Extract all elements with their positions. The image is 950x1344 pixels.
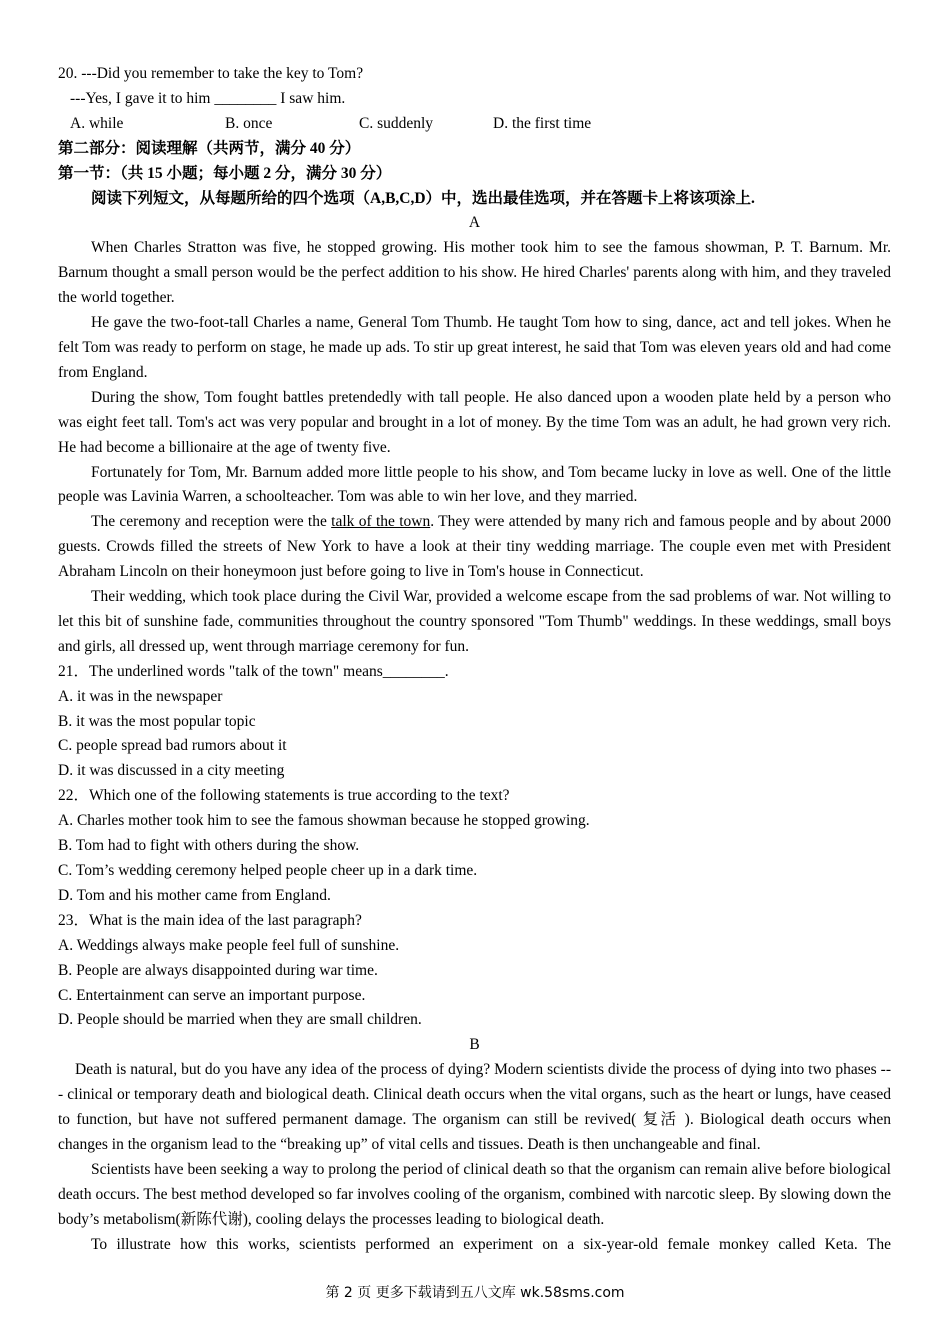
p5-after: . They were attended by many rich and famous people and by about 2000 guests. Crowds filled the streets of New York to have a look at their tiny wedding marriage. The couple even met with President Abraham Lincoln on their honeymoon just before going to live in Tom's house in Connecticut. (58, 513, 891, 581)
q21-option-d: D. it was discussed in a city meeting (58, 762, 285, 780)
q22-option-a: A. Charles mother took him to see the famous showman because he stopped growing. (58, 812, 590, 830)
q20-stem: 20. ---Did you remember to take the key to Tom? (58, 65, 364, 82)
option-b: B. once (225, 114, 273, 132)
p5-before: The ceremony and reception were the (91, 513, 332, 531)
q22-option-d: D. Tom and his mother came from England. (58, 886, 331, 904)
q21-option-c: C. people spread bad rumors about it (58, 737, 287, 755)
page-footer: 第 2 页 更多下载请到五八文库 wk.58sms.com (325, 1285, 625, 1301)
q22-option-c: C. Tom’s wedding ceremony helped people cheer up in a dark time. (58, 862, 478, 879)
q23-stem: 23．What is the main idea of the last paragraph? (58, 911, 362, 929)
part2-heading: 第二部分：阅读理解（共两节，满分 40 分） (58, 139, 361, 157)
option-a: A. while (70, 114, 124, 132)
passage-b-paragraph: Scientists have been seeking a way to prolong the period of clinical death so that the organism can remain alive before biological death occurs. The best method developed so far involves cooling of the organism, combined with narcotic sleep. By slowing down the body’s metabolism(新陈代谢), cooling delays the processes leading to biological death. (58, 1160, 891, 1228)
passage-b-paragraph: Death is natural, but do you have any idea of the process of dying? Modern scientists divide the process of dying into two phases --- clinical or temporary death and biological death. Clinical death occurs when the vital organs, such as the heart or lungs, have ceased to function, but have not suffered permanent damage. The organism can still be revived( 复活 ). Biological death occurs when changes in the organism lead to the “breaking up” of vital cells and tissues. Death is then unchangeable and final. (58, 1061, 891, 1153)
q21-option-b: B. it was the most popular topic (58, 712, 256, 730)
underlined-phrase: talk of the town (331, 513, 431, 531)
q23-option-a: A. Weddings always make people feel full of sunshine. (58, 936, 400, 954)
instruction: 阅读下列短文，从每题所给的四个选项（A,B,C,D）中，选出最佳选项，并在答题卡上将该项涂上. (91, 189, 755, 207)
q22-stem: 22．Which one of the following statements is true according to the text? (58, 787, 510, 805)
exam-page (58, 62, 891, 1258)
passage-b-label: B (469, 1036, 480, 1054)
q20-options (58, 112, 891, 137)
passage-b-paragraph: To illustrate how this works, scientists performed an experiment on a six-year-old female monkey called Keta. The (91, 1235, 891, 1253)
passage-a-paragraph: During the show, Tom fought battles pretendedly with tall people. He also danced upon a wooden plate held by a person who was eight feet tall. Tom's act was very popular and brought in a lot of money. By the time Tom was an adult, he had grown very rich. He had become a billionaire at the age of twenty five. (58, 388, 891, 456)
q21-option-a: A. it was in the newspaper (58, 687, 223, 705)
q23-option-c: C. Entertainment can serve an important purpose. (58, 986, 366, 1004)
passage-a-paragraph: He gave the two-foot-tall Charles a name, General Tom Thumb. He taught Tom how to sing, dance, act and tell jokes. When he felt Tom was ready to perform on stage, he made up ads. To stir up great interest, he said that Tom was eleven years old and had come from England. (58, 314, 891, 381)
passage-a-paragraph (58, 510, 891, 585)
option-c: C. suddenly (359, 114, 434, 132)
q22-option-b: B. Tom had to fight with others during the show. (58, 837, 360, 855)
q23-option-d: D. People should be married when they are small children. (58, 1011, 422, 1029)
passage-a-paragraph: Fortunately for Tom, Mr. Barnum added more little people to his show, and Tom became lucky in love as well. One of the little people was Lavinia Warren, a schoolteacher. Tom was able to win her love, and they married. (58, 463, 891, 506)
section1-heading: 第一节：（共 15 小题；每小题 2 分，满分 30 分） (58, 164, 392, 182)
passage-a-label: A (468, 214, 481, 232)
q20-reply: ---Yes, I gave it to him ________ I saw him. (70, 89, 346, 107)
q21-stem: 21．The underlined words "talk of the town" means________. (58, 662, 449, 680)
q23-option-b: B. People are always disappointed during war time. (58, 961, 378, 979)
option-d: D. the first time (493, 114, 592, 132)
passage-a-paragraph: Their wedding, which took place during the Civil War, provided a welcome escape from the sad problems of war. Not willing to let this bit of sunshine fade, communities throughout the country sponsored "Tom Thumb" weddings. In these weddings, small boys and girls, all dressed up, went through marriage ceremony for fun. (58, 588, 891, 655)
passage-a-paragraph: When Charles Stratton was five, he stopped growing. His mother took him to see the famous showman, P. T. Barnum. Mr. Barnum thought a small person would be the perfect addition to his show. He hired Charles' parents along with him, and they traveled the world together. (58, 239, 891, 307)
